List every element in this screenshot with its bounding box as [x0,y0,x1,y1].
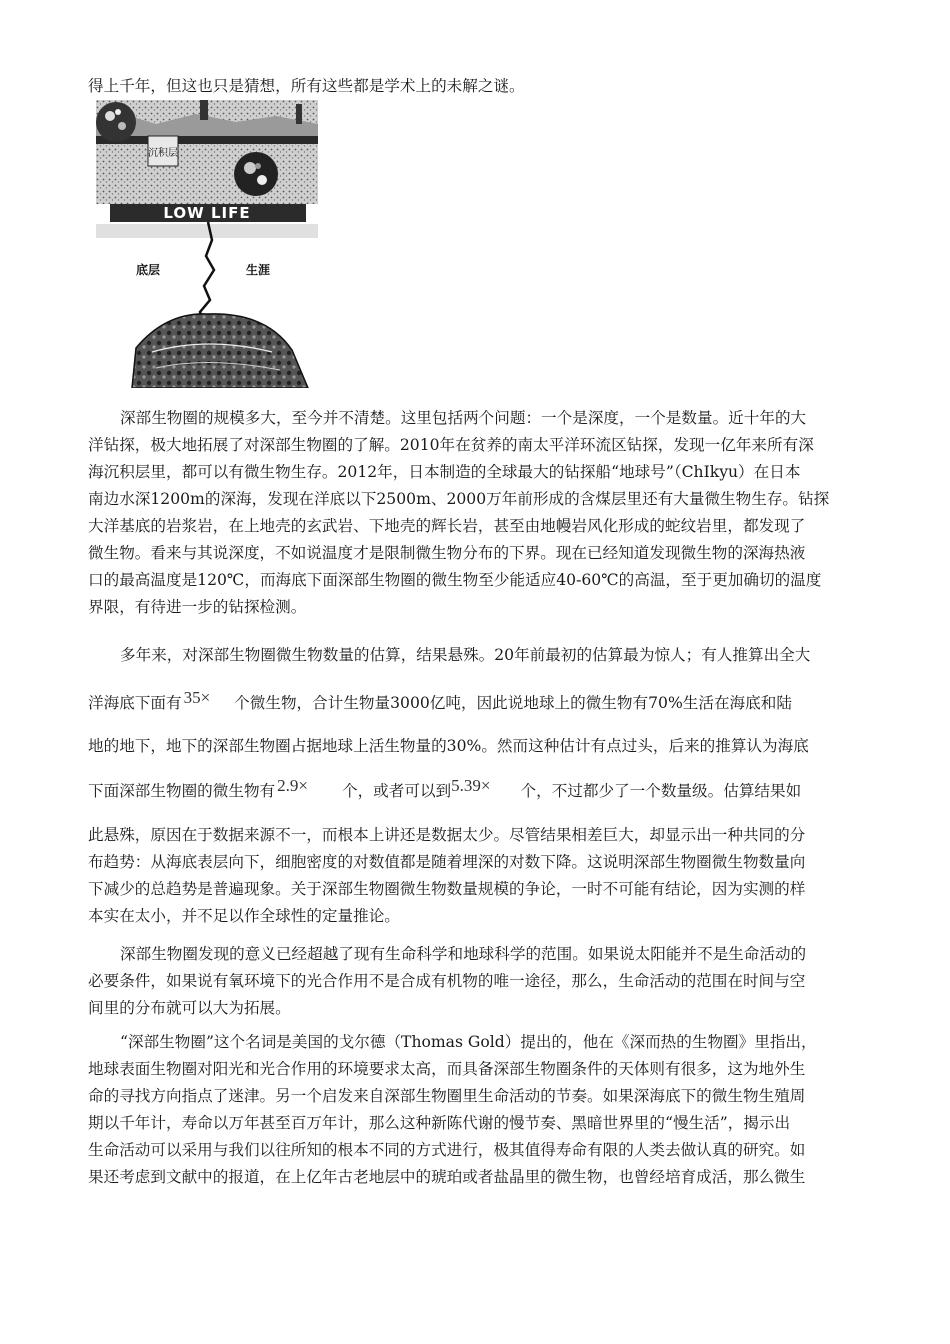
rock-mound [132,314,308,388]
paragraph2-line [88,776,801,801]
paragraph2-line: 下减少的总趋势是普遍现象。关于深部生物圈微生物数量规模的争论，一时不可能有结论，因为实测的样 [88,880,806,898]
deep-biosphere-illustration [96,100,318,388]
label-sediment: 沉积层 [148,148,178,159]
paragraph2-line: 地的地下，地下的深部生物圈占据地球上活生物量的30%。然而这种估计有点过头，后来的推算认为海底 [88,737,809,755]
paragraph1-line: 微生物。看来与其说深度，不如说温度才是限制微生物分布的下界。现在已经知道发现微生物的深海热液 [88,544,806,562]
paragraph4-line: 果还考虑到文献中的报道，在上亿年古老地层中的琥珀或者盐晶里的微生物，也曾经培育成活，那么微生 [88,1168,806,1186]
text-run: 个，不过都少了一个数量级。估算结果如 [520,782,802,800]
exponent-number: 2.9× [277,776,308,795]
micrograph-icon [234,152,278,196]
paragraph1-line: 大洋基底的岩浆岩，在上地壳的玄武岩、下地壳的辉长岩，甚至由地幔岩风化形成的蛇纹岩里，都发现了 [88,517,806,535]
paragraph1-line: 深部生物圈的规模多大，至今并不清楚。这里包括两个问题：一个是深度，一个是数量。近十年的大 [120,409,807,427]
text-run: 洋海底下面有 [88,694,182,712]
label-bottom-layer: 底层 [135,263,161,277]
illustration-svg [96,100,318,388]
low-life-text: LOW LIFE [163,204,251,222]
paragraph1-line: 南边水深1200m的深海，发现在洋底以下2500m、2000万年前形成的含煤层里还有大量微生物生存。钻探 [88,490,830,508]
paragraph3-line: 必要条件，如果说有氧环境下的光合作用不是合成有机物的唯一途径，那么，生命活动的范围在时间与空 [88,972,806,990]
exponent-number: 5.39× [451,776,491,795]
paragraph3-line: 深部生物圈发现的意义已经超越了现有生命科学和地球科学的范围。如果说太阳能并不是生命活动的 [120,945,807,963]
paragraph3-line: 间里的分布就可以大为拓展。 [88,999,291,1017]
text-run: 下面深部生物圈的微生物有 [88,782,276,800]
paragraph4-line: “深部生物圈”这个名词是美国的戈尔德（Thomas Gold）提出的，他在《深而热的生物圈》里指出， [120,1033,817,1051]
paragraph4-line: 命的寻找方向指点了迷津。另一个启发来自深部生物圈里生命活动的节奏。如果深海底下的微生物生殖周 [88,1087,806,1105]
paragraph2-line: 布趋势：从海底表层向下，细胞密度的对数值都是随着埋深的对数下降。这说明深部生物圈微生物数量向 [88,853,806,871]
label-career: 生涯 [245,263,271,277]
text-run: 个微生物，合计生物量3000亿吨，因此说地球上的微生物有70%生活在海底和陆 [234,694,792,712]
paragraph1-line: 口的最高温度是120℃，而海底下面深部生物圈的微生物至少能适应40-60℃的高温，至于更加确切的温度 [88,571,822,589]
text-run: 个，或者可以到 [341,782,452,800]
paragraph1-line: 界限，有待进一步的钻探检测。 [88,598,307,616]
paragraph1-line: 洋钻探，极大地拓展了对深部生物圈的了解。2010年在贫养的南太平洋环流区钻探，发现一亿年来所有深 [88,436,814,454]
paragraph2-line [88,688,792,713]
paragraph2-line: 本实在太小，并不足以作全球性的定量推论。 [88,907,400,925]
paragraph4-line: 期以千年计，寿命以万年甚至百万年计，那么这种新陈代谢的慢节奏、黑暗世界里的“慢生活”，揭示出 [88,1114,791,1132]
paragraph4-line: 生命活动可以采用与我们以往所知的根本不同的方式进行，极其值得寿命有限的人类去做认真的研究。如 [88,1141,806,1159]
paragraph1-line: 海沉积层里，都可以有微生物生存。2012年，日本制造的全球最大的钻探船“地球号”（ChIkyu）在日本 [88,463,801,481]
paragraph2-line: 多年来，对深部生物圈微生物数量的估算，结果悬殊。20年前最初的估算最为惊人；有人推算出全大 [120,646,811,664]
exponent-number: 35× [183,688,211,707]
top-line: 得上千年，但这也只是猜想，所有这些都是学术上的未解之谜。 [88,77,525,95]
paragraph4-line: 地球表面生物圈对阳光和光合作用的环境要求太高，而具备深部生物圈条件的天体则有很多，这为地外生 [88,1060,806,1078]
micrograph-icon [96,102,136,142]
paragraph2-line: 此悬殊，原因在于数据来源不一，而根本上讲还是数据太少。尽管结果相差巨大，却显示出一种共同的分 [88,826,806,844]
